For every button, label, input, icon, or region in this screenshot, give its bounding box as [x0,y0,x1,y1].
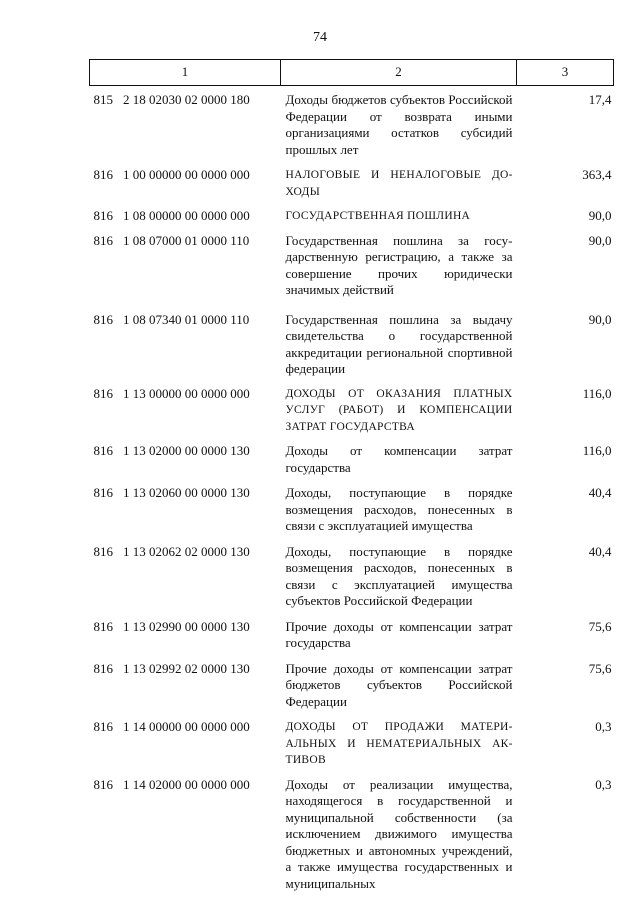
admin-code: 816 [93,385,113,401]
revenue-amount: 40,4 [588,543,612,559]
revenue-name: Доходы, поступающие в порядке возмещения расходов, понесенных в связи с эксплуатацией имущества субъектов Российской Федерации [285,543,513,608]
table-row [90,225,614,299]
table-row [90,535,614,610]
revenue-name: Доходы, поступающие в порядке возмещения расходов, понесенных в связи с эксплуатацией имущества [285,485,513,533]
budget-classification-code: 1 08 07340 01 0000 110 [123,311,250,327]
budget-classification-code: 1 13 02060 00 0000 130 [123,485,250,500]
row-code-cell [90,710,281,769]
table-header [90,60,614,86]
budget-classification-code: 2 18 02030 02 0000 180 [123,92,250,107]
admin-code: 816 [93,776,113,792]
budget-classification-code: 1 08 00000 00 0000 000 [123,208,250,223]
revenue-amount: 90,0 [588,208,612,223]
revenue-amount: 75,6 [588,660,612,676]
revenue-amount: 116,0 [582,443,612,458]
budget-classification-code: 1 13 00000 00 0000 000 [123,385,250,401]
admin-code: 816 [93,543,113,559]
table-row [90,299,614,378]
budget-classification-code: 1 13 02990 00 0000 130 [123,618,250,634]
row-code-cell [90,476,281,535]
revenue-amount: 40,4 [588,485,612,500]
row-code-cell [90,378,281,436]
admin-code: 816 [93,208,113,223]
table-body [90,86,614,893]
revenue-name: Доходы от компенсации затрат государства [285,443,513,475]
table-row [90,435,614,476]
table-row [90,769,614,893]
revenue-name: ДОХОДЫ ОТ ПРОДАЖИ МАТЕРИАЛЬНЫХ И НЕМАТЕРИАЛЬНЫХ АКТИВОВ [285,721,513,766]
admin-code: 816 [93,618,113,634]
row-code-cell [90,299,281,378]
admin-code: 816 [93,443,113,458]
row-code-cell [90,535,281,610]
header-col-2: 2 [281,60,517,86]
revenue-amount: 90,0 [588,311,612,327]
revenue-amount: 0,3 [595,719,612,734]
row-code-cell [90,225,281,299]
table-row [90,610,614,652]
revenue-name: Государственная пошлина за государственную регистрацию, а также за совершение прочих юридически значимых действий [285,232,513,297]
budget-classification-code: 1 14 02000 00 0000 000 [123,776,250,792]
budget-classification-code: 1 00 00000 00 0000 000 [123,167,250,182]
admin-code: 816 [93,719,113,734]
admin-code: 816 [93,167,113,182]
row-code-cell [90,86,281,159]
budget-classification-code: 1 13 02000 00 0000 130 [123,443,250,458]
row-code-cell [90,652,281,711]
revenue-name: Прочие доходы от компенсации затрат бюджетов субъектов Российской Федерации [285,660,513,709]
revenue-name: ДОХОДЫ ОТ ОКАЗАНИЯ ПЛАТНЫХ УСЛУГ (РАБОТ) И КОМПЕНСАЦИИ ЗАТРАТ ГОСУДАРСТВА [285,387,513,433]
revenue-amount: 363,4 [582,167,612,182]
table-row [90,652,614,711]
revenue-name: НАЛОГОВЫЕ И НЕНАЛОГОВЫЕ ДОХОДЫ [285,169,513,198]
table-row [90,200,614,225]
revenue-amount: 17,4 [588,92,612,107]
table-row [90,158,614,200]
revenue-amount: 0,3 [595,776,612,792]
header-col-3: 3 [517,60,614,86]
revenue-amount: 116,0 [582,385,612,401]
revenue-amount: 90,0 [588,232,612,248]
revenue-name: Доходы бюджетов субъектов Российской Федерации от возврата иными организациями остатков субсидий прошлых лет [285,92,513,157]
revenue-amount: 75,6 [588,618,612,634]
admin-code: 816 [93,485,113,500]
revenue-name: Доходы от реализации имущества, находящегося в государственной и муниципальной собственности (за исключением движимого имущества бюджетных и автономных учреждений, а также имущества государственных и муниципальных [285,776,513,891]
budget-classification-code: 1 08 07000 01 0000 110 [123,232,250,248]
revenue-name: Государственная пошлина за выдачу свидетельства о государственной аккредитации региональной спортивной федерации [285,311,513,376]
table-row [90,476,614,535]
row-code-cell [90,200,281,225]
table-row [90,710,614,769]
budget-classification-code: 1 14 00000 00 0000 000 [123,719,250,734]
admin-code: 816 [93,311,113,327]
budget-classification-code: 1 13 02992 02 0000 130 [123,660,250,676]
revenue-table [89,59,614,892]
budget-classification-code: 1 13 02062 02 0000 130 [123,543,250,559]
row-code-cell [90,435,281,476]
header-col-1: 1 [90,60,281,86]
table-row [90,86,614,159]
admin-code: 815 [93,92,113,107]
table-row [90,378,614,436]
revenue-name: Прочие доходы от компенсации затрат государства [285,618,513,650]
row-code-cell [90,769,281,893]
row-code-cell [90,158,281,200]
row-code-cell [90,610,281,652]
page-number: 74 [313,30,327,45]
revenue-name: ГОСУДАРСТВЕННАЯ ПОШЛИНА [285,210,471,222]
admin-code: 816 [93,232,113,248]
admin-code: 816 [93,660,113,676]
